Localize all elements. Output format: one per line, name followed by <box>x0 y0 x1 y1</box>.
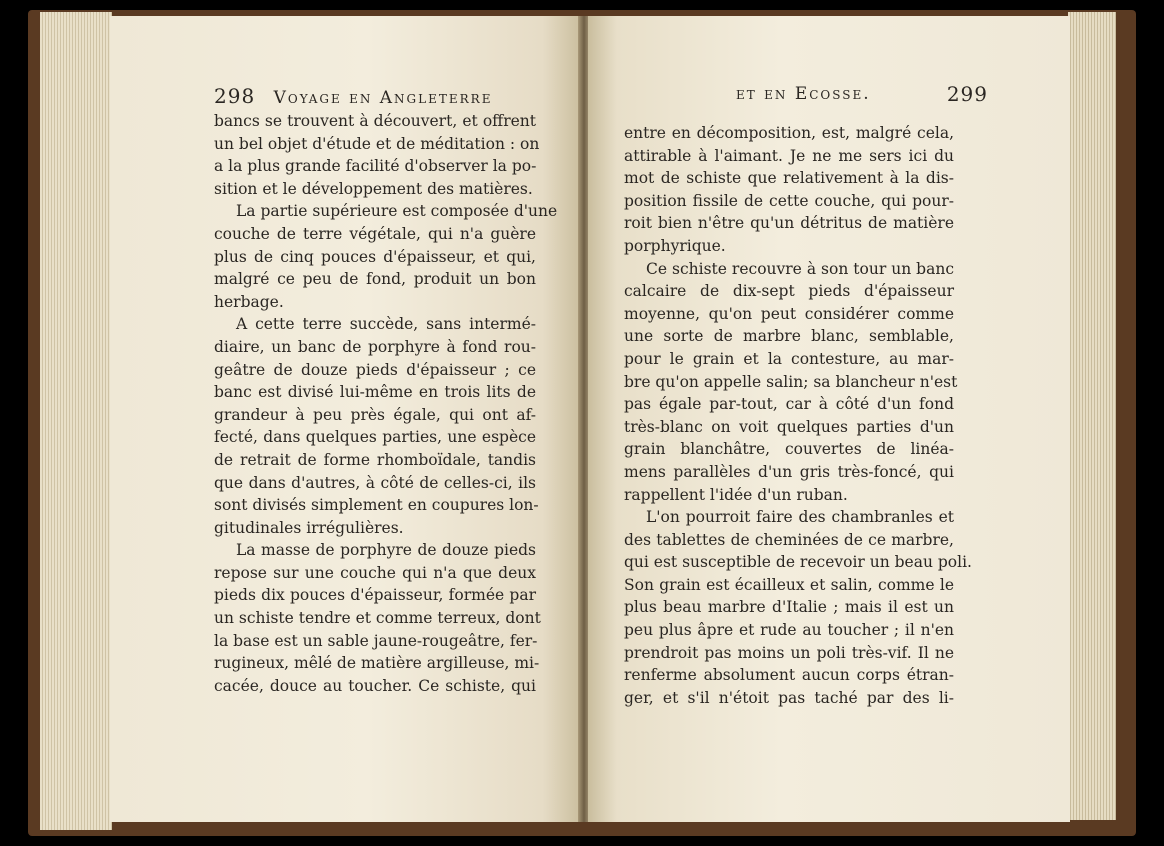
text-line: des tablettes de cheminées de ce marbre, <box>624 530 954 549</box>
text-line: position fissile de cette couche, qui pour- <box>624 191 954 210</box>
text-line: banc est divisé lui-même en trois lits de <box>214 383 536 402</box>
left-page-text <box>214 110 558 697</box>
text-line: a la plus grande facilité d'observer la po- <box>214 157 537 176</box>
text-line: couche de terre végétale, qui n'a guère <box>214 224 536 243</box>
text-line: Son grain est écailleux et salin, comme le <box>624 575 954 594</box>
page-edges-left <box>40 12 112 830</box>
text-line: repose sur une couche qui n'a que deux <box>214 563 536 582</box>
text-line: renferme absolument aucun corps étran- <box>624 666 954 685</box>
text-line: un bel objet d'étude et de méditation : on <box>214 134 540 153</box>
left-page <box>110 16 580 822</box>
text-line: grain blanchâtre, couvertes de linéa- <box>624 440 954 459</box>
text-line: L'on pourroit faire des chambranles et <box>646 508 954 527</box>
text-line: Ce schiste recouvre à son tour un banc <box>646 259 954 278</box>
text-line: diaire, un banc de porphyre à fond rou- <box>214 337 536 356</box>
text-line: grandeur à peu près égale, qui ont af- <box>214 405 536 424</box>
text-line: une sorte de marbre blanc, semblable, <box>624 327 954 346</box>
text-line: qui est susceptible de recevoir un beau poli. <box>624 553 972 572</box>
page-edges-right <box>1068 12 1116 820</box>
left-running-head: Voyage en Angleterre <box>273 88 493 108</box>
text-line: sition et le développement des matières. <box>214 179 533 198</box>
left-page-header <box>214 84 492 108</box>
text-line: La masse de porphyre de douze pieds <box>236 541 536 560</box>
text-line: porphyrique. <box>624 236 726 255</box>
text-line: mens parallèles d'un gris très-foncé, qui <box>624 462 954 481</box>
text-line: très-blanc on voit quelques parties d'un <box>624 417 954 436</box>
text-line: pieds dix pouces d'épaisseur, formée par <box>214 586 536 605</box>
text-line: calcaire de dix-sept pieds d'épaisseur <box>624 282 954 301</box>
text-line: geâtre de douze pieds d'épaisseur ; ce <box>214 360 536 379</box>
text-line: mot de schiste que relativement à la dis- <box>624 169 954 188</box>
text-line: prendroit pas moins un poli très-vif. Il ne <box>624 643 954 662</box>
text-line: rugineux, mêlé de matière argilleuse, mi- <box>214 654 540 673</box>
text-line: entre en décomposition, est, malgré cela, <box>624 124 954 142</box>
text-line: peu plus âpre et rude au toucher ; il n'en <box>624 621 954 640</box>
text-line: pas égale par-tout, car à côté d'un fond <box>624 395 954 414</box>
text-line: bancs se trouvent à découvert, et offrent <box>214 112 536 130</box>
text-line: bre qu'on appelle salin; sa blancheur n'est <box>624 372 958 391</box>
right-page-header <box>736 84 988 108</box>
text-line: de retrait de forme rhomboïdale, tandis <box>214 450 536 469</box>
text-line: fecté, dans quelques parties, une espèce <box>214 428 536 447</box>
text-line: A cette terre succède, sans intermé- <box>236 315 536 334</box>
left-page-number: 298 <box>214 84 256 108</box>
text-line: la base est un sable jaune-rougeâtre, fer- <box>214 631 538 650</box>
text-line: herbage. <box>214 292 284 311</box>
text-line: que dans d'autres, à côté de celles-ci, ils <box>214 473 536 492</box>
text-line: La partie supérieure est composée d'une <box>236 202 558 221</box>
text-line: attirable à l'aimant. Je ne me sers ici du <box>624 146 954 165</box>
text-line: pour le grain et la contesture, au mar- <box>624 349 954 368</box>
text-line: plus de cinq pouces d'épaisseur, et qui, <box>214 247 536 266</box>
text-line: plus beau marbre d'Italie ; mais il est un <box>624 598 954 617</box>
right-running-head: et en Ecosse. <box>736 84 871 104</box>
text-line: moyenne, qu'on peut considérer comme <box>624 304 954 323</box>
text-line: gitudinales irrégulières. <box>214 518 404 537</box>
text-line: malgré ce peu de fond, produit un bon <box>214 270 536 289</box>
text-line: ger, et s'il n'étoit pas taché par des li- <box>624 688 954 707</box>
text-line: rappellent l'idée d'un ruban. <box>624 485 848 504</box>
text-line: cacée, douce au toucher. Ce schiste, qui <box>214 676 536 695</box>
right-page-number: 299 <box>946 82 988 106</box>
text-line: sont divisés simplement en coupures lon- <box>214 496 539 515</box>
right-page-text <box>624 122 972 709</box>
text-line: roit bien n'être qu'un détritus de matière <box>624 214 954 233</box>
text-line: un schiste tendre et comme terreux, dont <box>214 609 541 628</box>
right-page <box>588 16 1070 822</box>
